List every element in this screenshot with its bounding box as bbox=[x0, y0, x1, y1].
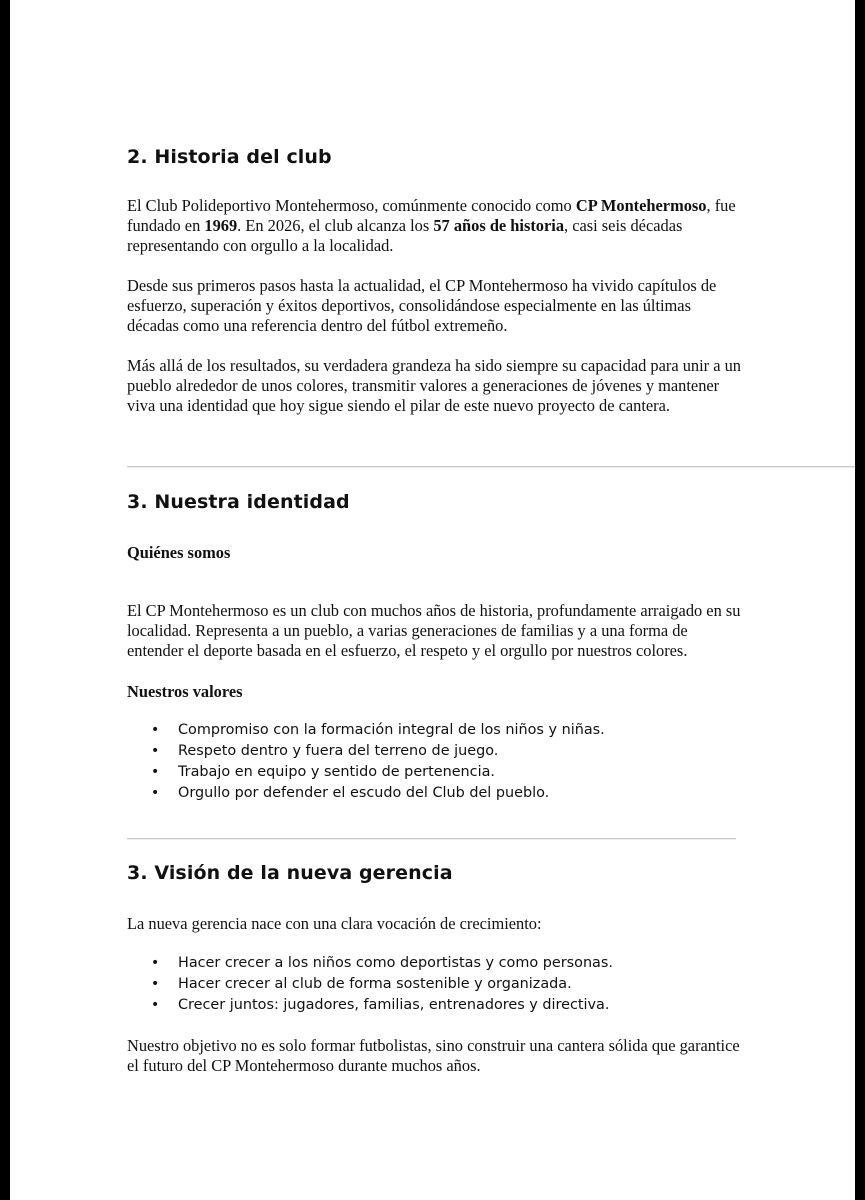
list-item bbox=[127, 783, 745, 804]
history-p1-bold-year: 1969 bbox=[204, 216, 238, 235]
section-heading-history: 2. Historia del club bbox=[127, 146, 332, 168]
value-text: Compromiso con la formación integral de los niños y niñas. bbox=[178, 722, 605, 738]
subheading-who-we-are: Quiénes somos bbox=[127, 543, 231, 562]
history-p1-text-1: El Club Polideportivo Montehermoso, comúnmente conocido como bbox=[127, 196, 576, 215]
bullet-icon: • bbox=[151, 743, 160, 759]
values-list bbox=[127, 720, 745, 804]
vision-item-text: Hacer crecer al club de forma sostenible y organizada. bbox=[178, 976, 572, 992]
list-item bbox=[127, 995, 745, 1016]
value-text: Trabajo en equipo y sentido de pertenencia. bbox=[178, 764, 495, 780]
vision-item-text: Crecer juntos: jugadores, familias, entrenadores y directiva. bbox=[178, 997, 610, 1013]
history-paragraph-1 bbox=[127, 196, 745, 256]
list-item bbox=[127, 741, 745, 762]
list-item bbox=[127, 720, 745, 741]
bullet-icon: • bbox=[151, 997, 160, 1013]
vision-intro: La nueva gerencia nace con una clara vocación de crecimiento: bbox=[127, 914, 542, 933]
history-p1-bold-club: CP Montehermoso bbox=[575, 196, 707, 215]
bullet-icon: • bbox=[151, 722, 160, 738]
value-text: Respeto dentro y fuera del terreno de juego. bbox=[178, 743, 499, 759]
section-divider-2 bbox=[127, 838, 736, 840]
vision-item-text: Hacer crecer a los niños como deportistas y como personas. bbox=[178, 955, 613, 971]
history-p1-bold-years: 57 años de historia bbox=[433, 216, 565, 235]
list-item bbox=[127, 974, 745, 995]
bullet-icon: • bbox=[151, 976, 160, 992]
list-item bbox=[127, 762, 745, 783]
vision-closing: Nuestro objetivo no es solo formar futbolistas, sino construir una cantera sólida que garantice el futuro del CP Montehermoso durante muchos años. bbox=[127, 1036, 740, 1075]
bullet-icon: • bbox=[151, 785, 160, 801]
history-paragraph-3: Más allá de los resultados, su verdadera grandeza ha sido siempre su capacidad para unir a un pueblo alrededor de unos colores, transmitir valores a generaciones de jóvenes y mantener viva una identidad que hoy sigue siendo el pilar de este nuevo proyecto de cantera. bbox=[127, 356, 741, 415]
bullet-icon: • bbox=[151, 764, 160, 780]
history-p1-text-2: , fue fundado en bbox=[127, 196, 736, 235]
history-paragraph-2: Desde sus primeros pasos hasta la actualidad, el CP Montehermoso ha vivido capítulos de esfuerzo, superación y éxitos deportivos, consolidándose especialmente en las últimas décadas como una referencia dentro del fútbol extremeño. bbox=[127, 276, 717, 335]
list-item bbox=[127, 953, 745, 974]
section-divider-1 bbox=[127, 466, 855, 468]
document-page bbox=[10, 0, 855, 1200]
identity-paragraph-1: El CP Montehermoso es un club con muchos años de historia, profundamente arraigado en su localidad. Representa a un pueblo, a varias generaciones de familias y a una forma de entender el deporte basada en el esfuerzo, el respeto y el orgullo por nuestros colores. bbox=[127, 601, 741, 660]
subheading-values: Nuestros valores bbox=[127, 682, 243, 701]
section-heading-vision: 3. Visión de la nueva gerencia bbox=[127, 862, 453, 884]
section-heading-identity: 3. Nuestra identidad bbox=[127, 491, 350, 513]
value-text: Orgullo por defender el escudo del Club del pueblo. bbox=[178, 785, 550, 801]
bullet-icon: • bbox=[151, 955, 160, 971]
history-p1-text-3: . En 2026, el club alcanza los bbox=[237, 216, 434, 235]
history-p1-text-4: , casi seis décadas representando con orgullo a la localidad. bbox=[127, 216, 683, 255]
vision-list bbox=[127, 953, 745, 1016]
